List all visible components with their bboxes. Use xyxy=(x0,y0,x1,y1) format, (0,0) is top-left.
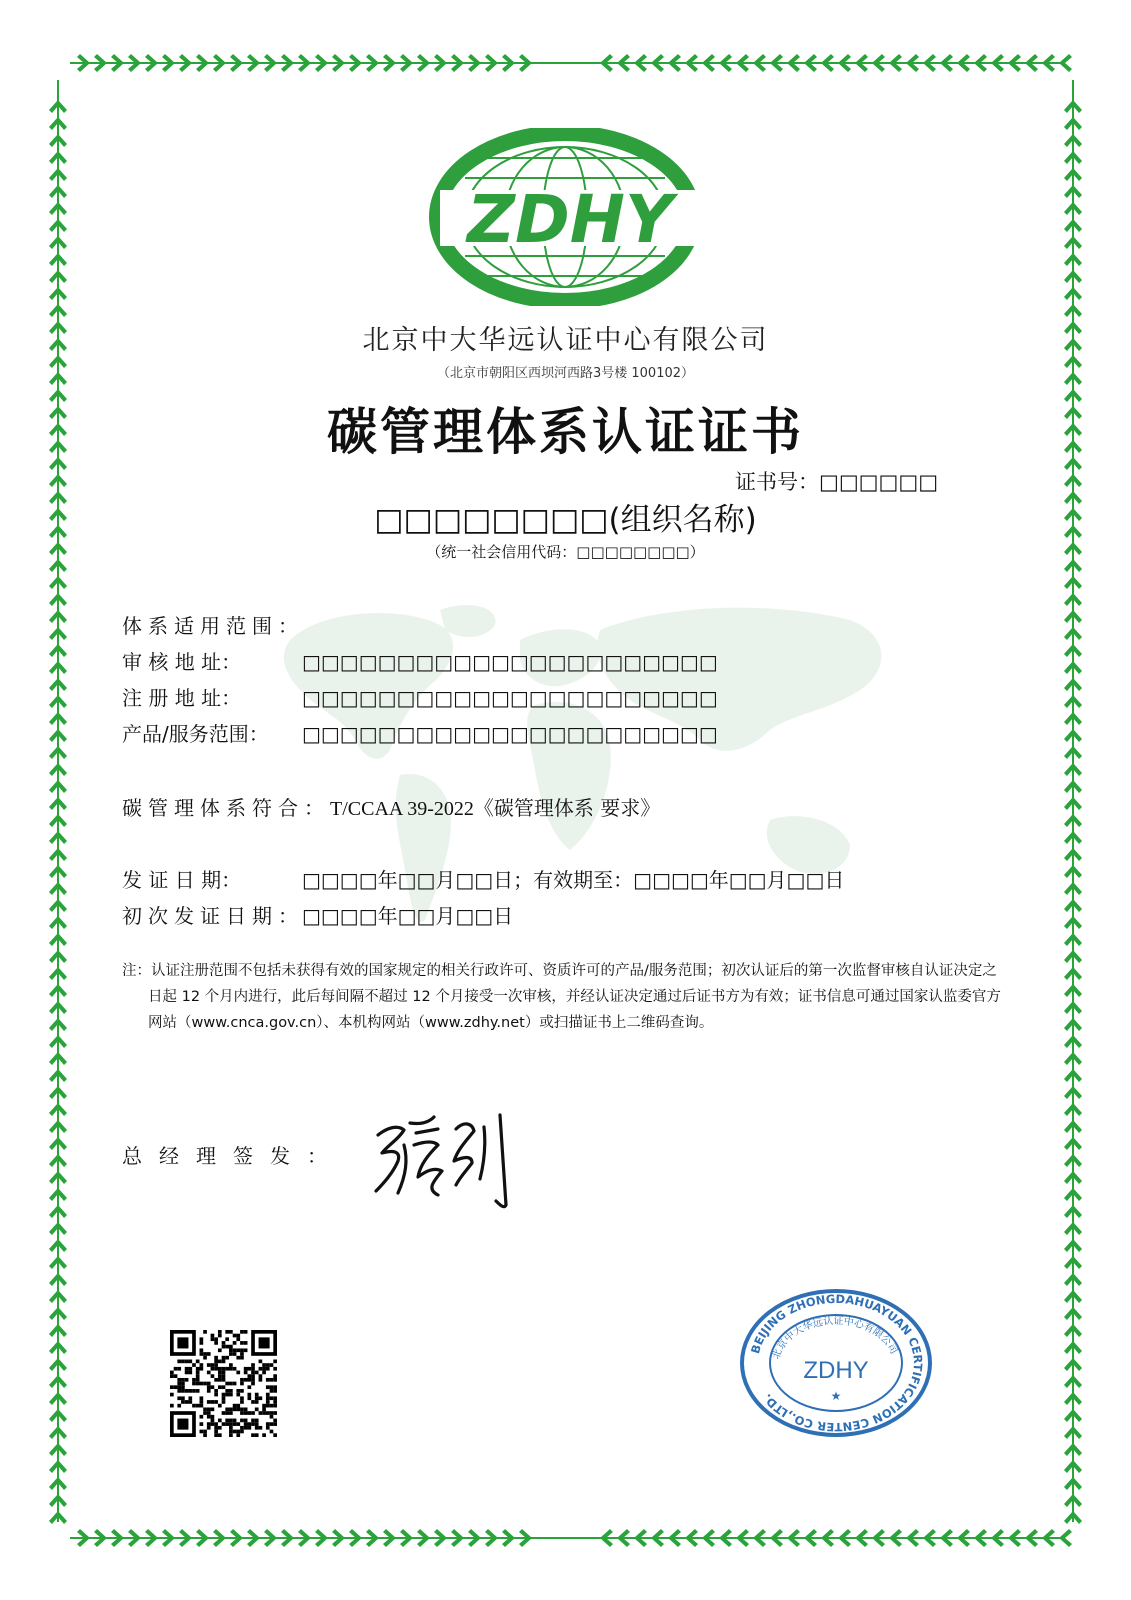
issue-date-row xyxy=(122,864,844,893)
logo-text: ZDHY xyxy=(467,181,673,258)
scope-header: 体系适用范围： xyxy=(122,614,304,638)
svg-text:北京中大华远认证中心有限公司 xyxy=(770,1314,900,1361)
initial-date-row xyxy=(122,900,513,929)
product-scope-label: 产品/服务范围： xyxy=(122,722,269,746)
handwritten-signature xyxy=(368,1105,528,1215)
seal-outer-text: BEIJING ZHONGDAHUAYUAN CERTIFICATION CENTER CO.,LTD. xyxy=(748,1291,926,1435)
company-address: （北京市朝阳区西坝河西路3号楼 100102） xyxy=(436,366,695,381)
conformity-label: 碳管理体系符合： xyxy=(122,796,330,820)
audit-address-label: 审 核 地 址： xyxy=(122,650,242,674)
issue-date-value: □□□□年□□月□□日；有效期至：□□□□年□□月□□日 xyxy=(302,868,845,892)
seal-center-text: ZDHY xyxy=(803,1357,869,1384)
credit-code: （统一社会信用代码：□□□□□□□□） xyxy=(426,543,705,561)
registered-address-label: 注 册 地 址： xyxy=(122,686,242,710)
seal-inner-text: 北京中大华远认证中心有限公司 xyxy=(770,1315,900,1361)
conformity-standard: T/CCAA 39-2022 xyxy=(330,798,474,820)
organization-name: □□□□□□□□(组织名称) xyxy=(374,502,757,538)
qr-code xyxy=(170,1330,277,1437)
conformity-row xyxy=(122,792,660,821)
audit-address-value: □□□□□□□□□□□□□□□□□□□□□□ xyxy=(302,650,718,674)
company-name: 北京中大华远认证中心有限公司 xyxy=(362,325,769,356)
conformity-standard-name: 《碳管理体系 要求》 xyxy=(473,796,661,820)
zdhy-logo xyxy=(420,128,710,306)
initial-date-label: 初次发证日期： xyxy=(122,904,304,928)
signature-label: 总经理签发： xyxy=(122,1144,344,1168)
initial-date-value: □□□□年□□月□□日 xyxy=(302,904,514,928)
product-scope-row xyxy=(122,718,718,747)
registered-address-value: □□□□□□□□□□□□□□□□□□□□□□ xyxy=(302,686,718,710)
certificate-number-label: 证书号： xyxy=(735,470,819,494)
certificate-number xyxy=(735,466,938,496)
certificate-note xyxy=(122,958,1002,1036)
audit-address-row xyxy=(122,646,718,675)
certificate-title: 碳管理体系认证证书 xyxy=(327,403,804,461)
certificate-number-value: □□□□□□ xyxy=(819,470,939,494)
registered-address-row xyxy=(122,682,718,711)
issue-date-label: 发 证 日 期： xyxy=(122,868,242,892)
seal-star-icon: ★ xyxy=(830,1389,842,1403)
official-seal xyxy=(738,1288,934,1438)
note-text: 注：认证注册范围不包括未获得有效的国家规定的相关行政许可、资质许可的产品/服务范围；初次认证后的第一次监督审核自认证决定之日起 12 个月内进行，此后每间隔不超过 12 个月接受一次审核，并经认证决定通过后证书方为有效；证书信息可通过国家认监委官方网站（www.cnca.gov.cn）、本机构网站（www.zdhy.net）或扫描证书上二维码查询。 xyxy=(122,963,1001,1031)
product-scope-value: □□□□□□□□□□□□□□□□□□□□□□ xyxy=(302,722,718,746)
